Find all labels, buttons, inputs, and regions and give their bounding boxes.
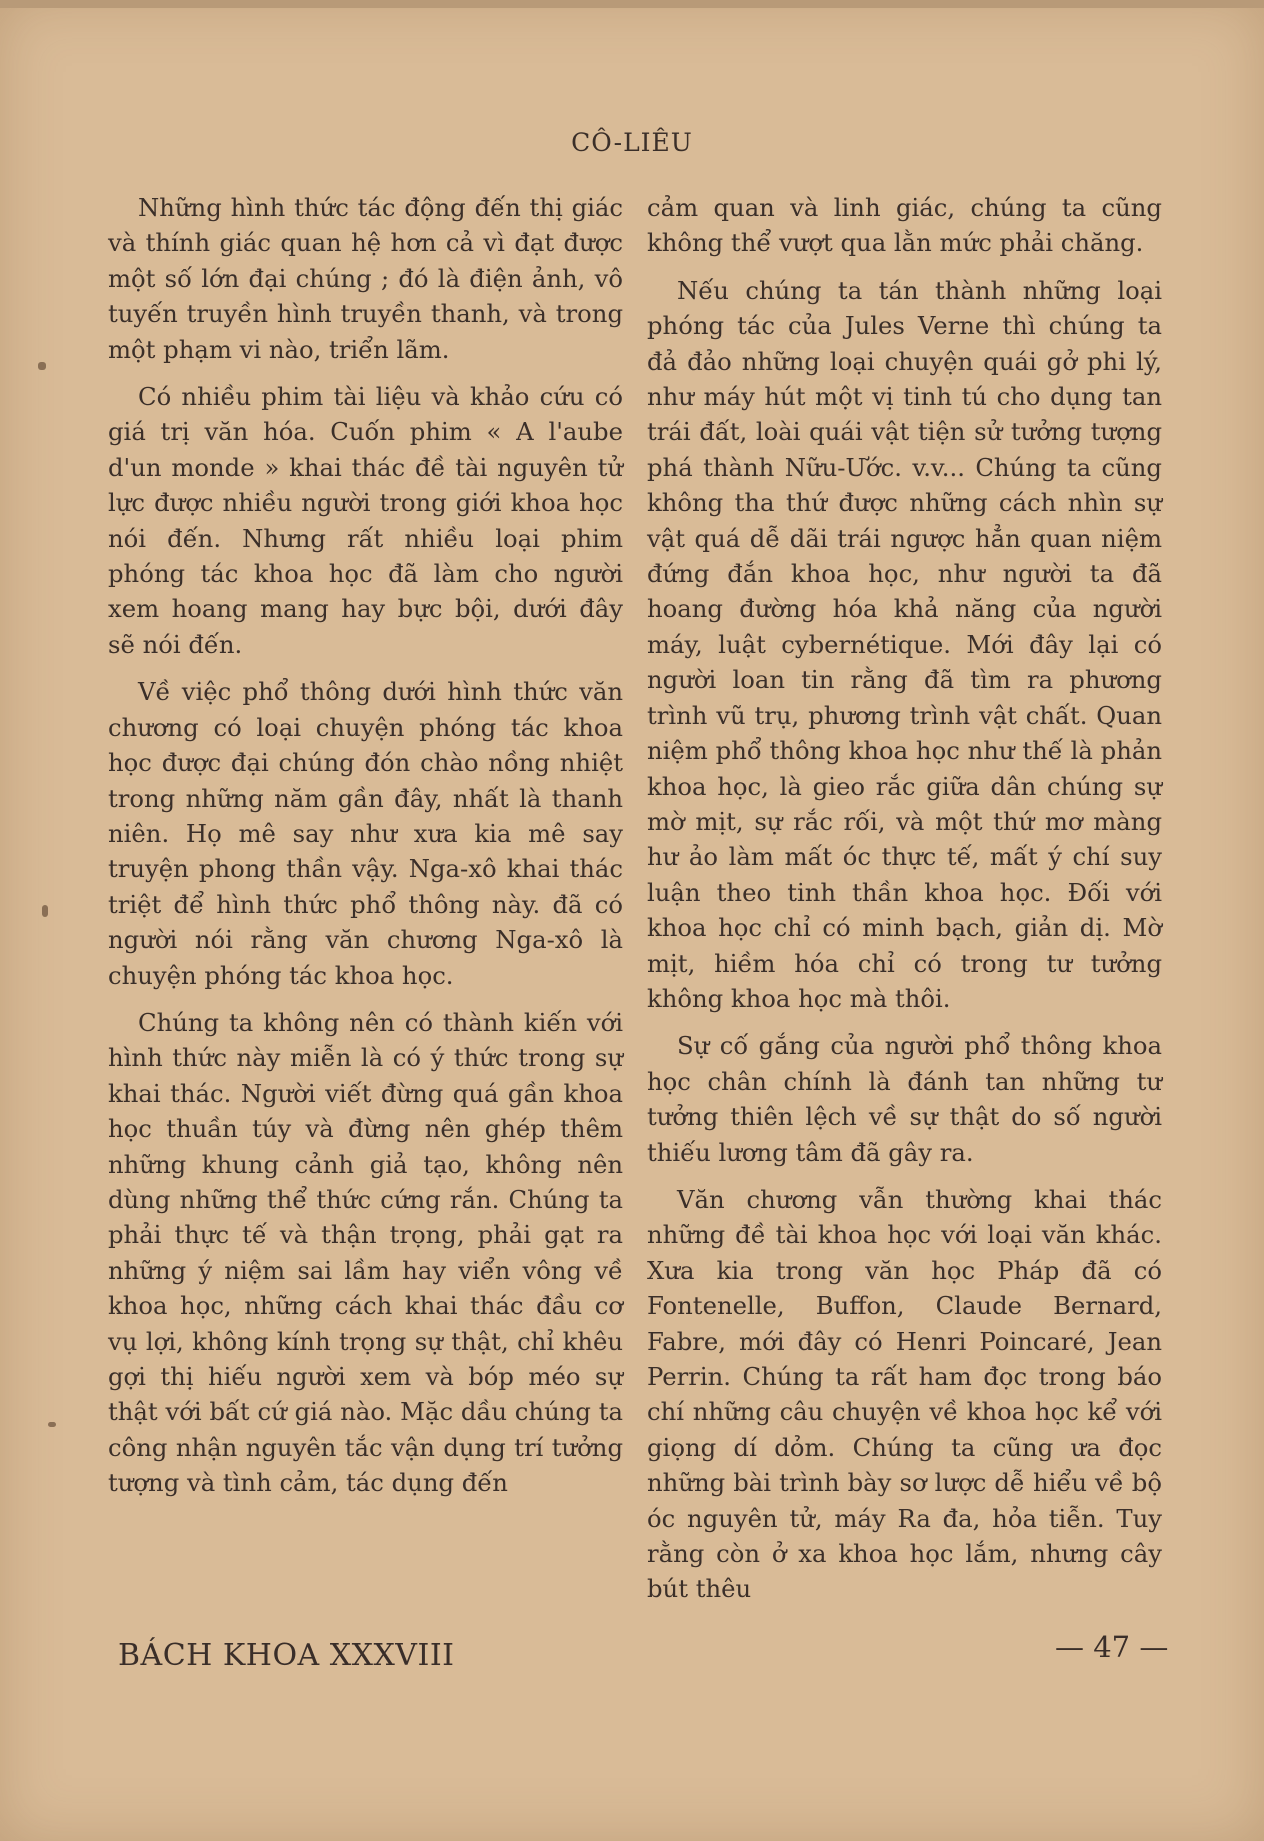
paper-blemish: [42, 905, 48, 917]
paper-blemish: [48, 1422, 56, 1427]
paragraph: Những hình thức tác động đến thị giác và thính giác quan hệ hơn cả vì đạt được một số lớn đại chúng ; đó là điện ảnh, vô tuyến truyền hình truyền thanh, và trong một phạm vi nào, triển lãm.: [108, 193, 623, 364]
running-title: CÔ-LIÊU: [571, 128, 693, 157]
paragraph: Có nhiều phim tài liệu và khảo cứu có giá trị văn hóa. Cuốn phim « A l'aube d'un monde » khai thác đề tài nguyên tử lực được nhiều người trong giới khoa học nói đến. Nhưng rất nhiều loại phim phóng tác khoa học đã làm cho người xem hoang mang hay bực bội, dưới đây sẽ nói đến.: [108, 382, 623, 659]
paragraph: Sự cố gắng của người phổ thông khoa học chân chính là đánh tan những tư tưởng thiên lệch về sự thật do số người thiếu lương tâm đã gây ra.: [647, 1031, 1162, 1167]
paragraph-continued: cảm quan và linh giác, chúng ta cũng không thể vượt qua lằn mức phải chăng.: [647, 193, 1162, 258]
paragraph: Chúng ta không nên có thành kiến với hình thức này miễn là có ý thức trong sự khai thác. Người viết đừng quá gần khoa học thuần túy và đừng nên ghép thêm những khung cảnh giả tạo, không nên dùng những thể thức cứng rắn. Chúng ta phải thực tế và thận trọng, phải gạt ra những ý niệm sai lầm hay viển vông về khoa học, những cách khai thác đầu cơ vụ lợi, không kính trọng sự thật, chỉ khêu gợi thị hiếu người xem và bóp méo sự thật với bất cứ giá nào. Mặc dầu chúng ta công nhận nguyên tắc vận dụng trí tưởng tượng và tình cảm, tác dụng đến: [108, 1007, 623, 1498]
paragraph: Văn chương vẫn thường khai thác những đề tài khoa học với loại văn khác. Xưa kia trong văn học Pháp đã có Fontenelle, Buffon, Claude Bernard, Fabre, mới đây có Henri Poincaré, Jean Perrin. Chúng ta rất ham đọc trong báo chí những câu chuyện về khoa học kể với giọng dí dỏm. Chúng ta cũng ưa đọc những bài trình bày sơ lược dễ hiểu về bộ óc nguyên tử, máy Ra đa, hỏa tiễn. Tuy rằng còn ở xa khoa học lắm, nhưng cây bút thêu: [647, 1184, 1162, 1604]
right-column: [647, 190, 1162, 1607]
page-number: — 47 —: [1055, 1630, 1169, 1664]
publication-footer: BÁCH KHOA XXXVIII: [118, 1638, 455, 1673]
paper-blemish: [38, 362, 46, 370]
left-column: [108, 190, 623, 1501]
paragraph: Nếu chúng ta tán thành những loại phóng tác của Jules Verne thì chúng ta đả đảo những loại chuyện quái gở phi lý, như máy hút một vị tinh tú cho dụng tan trái đất, loài quái vật tiện sử tưởng tượng phá thành Nữu-Ước. v.v... Chúng ta cũng không tha thứ được những cách nhìn sự vật quá dễ dãi trái ngược hẳn quan niệm đứng đắn khoa học, như người ta đã hoang đường hóa khả năng của người máy, luật cybernétique. Mới đây lại có người loan tin rằng đã tìm ra phương trình vũ trụ, phương trình vật chất. Quan niệm phổ thông khoa học như thế là phản khoa học, là gieo rắc giữa dân chúng sự mờ mịt, sự rắc rối, và một thứ mơ màng hư ảo làm mất óc thực tế, mất ý chí suy luận theo tinh thần khoa học. Đối với khoa học chỉ có minh bạch, giản dị. Mờ mịt, hiềm hóa chỉ có trong tư tưởng không khoa học mà thôi.: [647, 275, 1162, 1013]
paragraph: Về việc phổ thông dưới hình thức văn chương có loại chuyện phóng tác khoa học được đại chúng đón chào nồng nhiệt trong những năm gần đây, nhất là thanh niên. Họ mê say như xưa kia mê say truyện phong thần vậy. Nga-xô khai thác triệt để hình thức phổ thông này. đã có người nói rằng văn chương Nga-xô là chuyện phóng tác khoa học.: [108, 677, 623, 990]
